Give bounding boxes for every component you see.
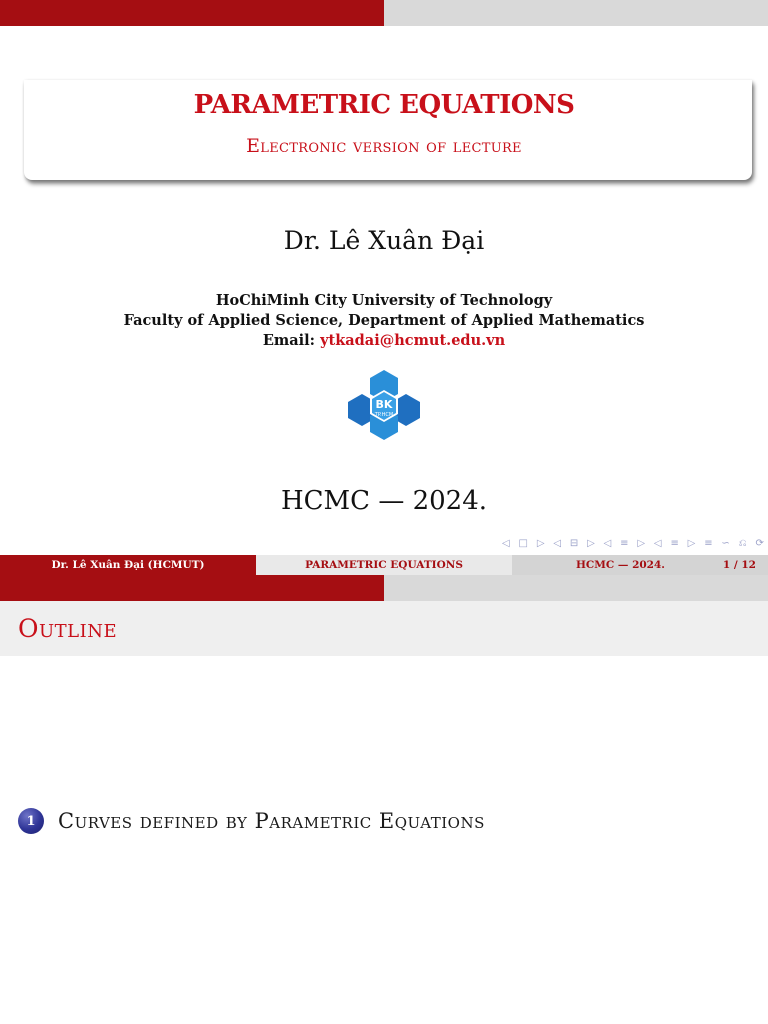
email-line [0, 332, 768, 349]
footer-title: PARAMETRIC EQUATIONS [256, 555, 512, 575]
nav-section-icon[interactable]: ≡ [620, 537, 629, 549]
nav-document-icon[interactable]: ≡ [704, 537, 713, 549]
author-name: Dr. Lê Xuân Đại [283, 226, 485, 255]
toc-item-label: Curves defined by Parametric Equations [58, 809, 485, 833]
slide-subtitle: Electronic version of lecture [246, 135, 522, 157]
university-logo [348, 370, 420, 440]
nav-next-subsection-icon[interactable]: ▷ [587, 537, 595, 549]
nav-search-icon[interactable]: ⟳ [755, 537, 764, 549]
department-name: Faculty of Applied Science, Department of Applied Mathematics [123, 312, 645, 329]
nav-prev-section-icon[interactable]: ◁ [603, 537, 612, 549]
nav-undo-icon[interactable]: ⎌ [738, 537, 747, 549]
nav-next-frame-icon[interactable]: ▷ [536, 537, 545, 549]
slide2-title: Outline [18, 614, 118, 643]
footer-page-number: 1 / 12 [722, 559, 756, 571]
logo-text-sub: TP.HCM [374, 412, 394, 418]
toc-number-bullet: 1 [18, 808, 44, 834]
toc-item[interactable] [18, 808, 485, 834]
nav-back-icon[interactable]: ∽ [721, 537, 730, 549]
footer-author: Dr. Lê Xuân Đại (HCMUT) [0, 555, 256, 575]
email-link[interactable]: ytkadai@hcmut.edu.vn [320, 332, 506, 349]
nav-next-chapter-icon[interactable]: ▷ [687, 537, 696, 549]
nav-prev-chapter-icon[interactable]: ◁ [653, 537, 662, 549]
nav-prev-frame-icon[interactable]: ◁ [502, 537, 510, 549]
header-bar-right [384, 0, 768, 26]
beamer-navigation [502, 536, 764, 550]
slide2-header-bar-right [384, 575, 768, 601]
nav-chapter-icon[interactable]: ≡ [670, 537, 679, 549]
presentation-date: HCMC — 2024. [280, 486, 488, 516]
logo-text-main: BK [375, 398, 393, 411]
nav-next-section-icon[interactable]: ▷ [637, 537, 646, 549]
header-bar-left [0, 0, 384, 26]
institution-name: HoChiMinh City University of Technology [215, 292, 553, 309]
footer-right [512, 555, 768, 575]
nav-subsection-icon[interactable]: ⊟ [569, 537, 579, 549]
nav-prev-subsection-icon[interactable]: ◁ [553, 537, 562, 549]
slide2-header-bar-left [0, 575, 384, 601]
footer-date: HCMC — 2024. [576, 559, 665, 571]
slide-title: PARAMETRIC EQUATIONS [193, 90, 575, 120]
nav-frame-icon[interactable]: □ [518, 537, 528, 549]
email-label: Email: [262, 332, 316, 349]
slide-footer [0, 555, 768, 575]
